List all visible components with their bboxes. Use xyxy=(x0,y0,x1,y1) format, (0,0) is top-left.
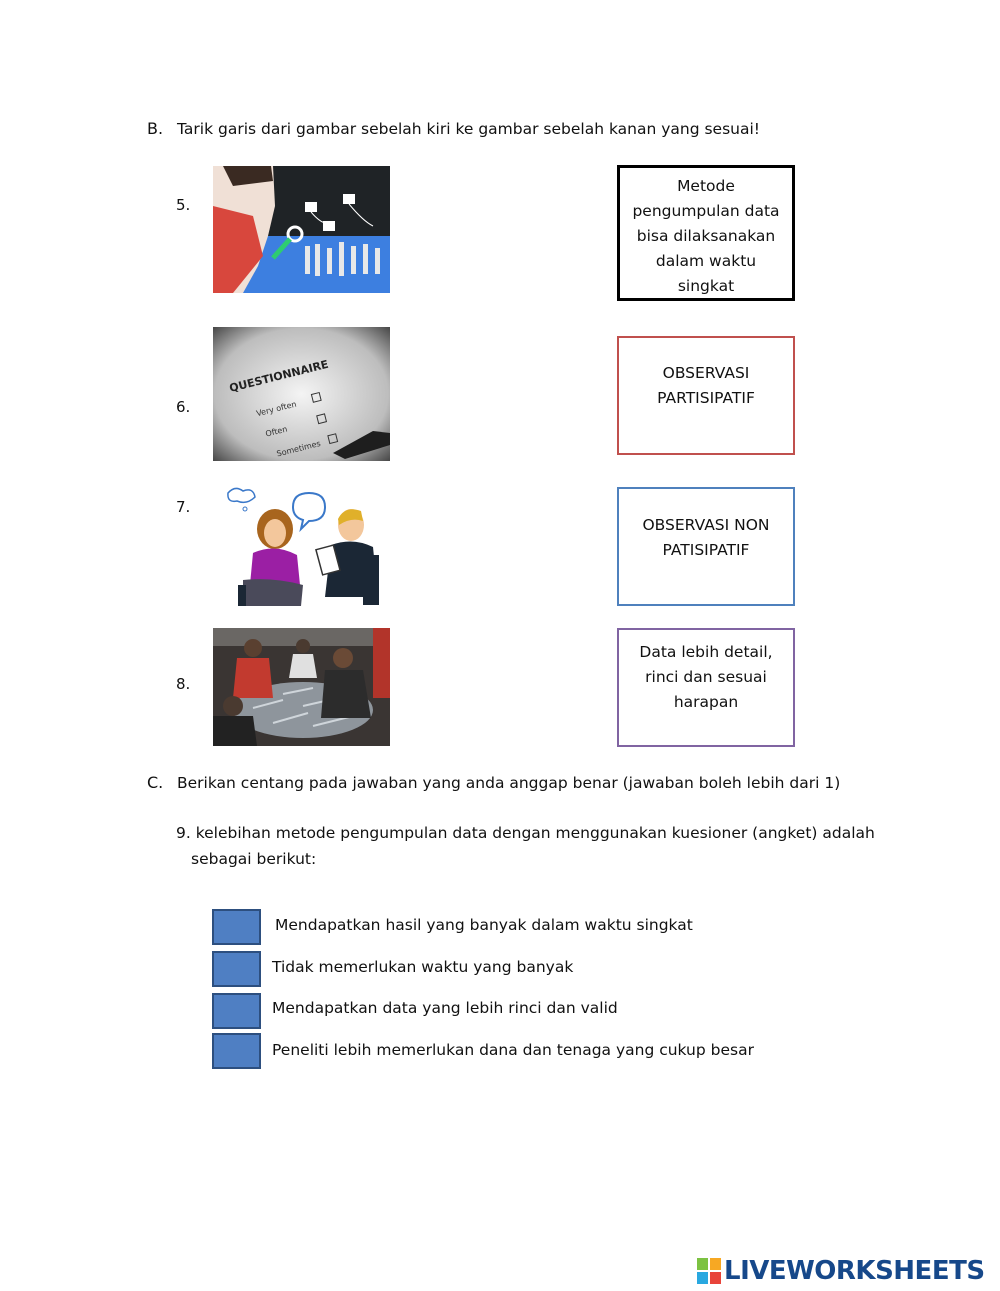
questionnaire-title-text: QUESTIONNAIRE xyxy=(228,357,330,395)
section-c-letter: C. xyxy=(147,773,164,792)
question-9-line-1: 9. kelebihan metode pengumpulan data dengan menggunakan kuesioner (angket) adalah xyxy=(176,824,875,842)
item-number-6: 6. xyxy=(176,398,191,416)
item-number-5: 5. xyxy=(176,196,191,214)
answer-box-line: OBSERVASI xyxy=(662,364,750,382)
questionnaire-option-text: Often xyxy=(264,424,289,439)
question-9-line-2: sebagai berikut: xyxy=(191,850,317,868)
item-number-8: 8. xyxy=(176,675,191,693)
answer-checkbox-4[interactable] xyxy=(212,1033,261,1069)
logo-text: LIVEWORKSHEETS xyxy=(724,1256,985,1286)
questionnaire-image xyxy=(213,327,390,461)
section-b-letter: B. xyxy=(147,119,164,138)
questionnaire-option-text: Sometimes xyxy=(275,438,322,459)
answer-box-line: Metode xyxy=(677,177,735,195)
answer-box-line: harapan xyxy=(673,693,739,711)
answer-box-3[interactable] xyxy=(617,487,795,606)
answer-checkbox-2[interactable] xyxy=(212,951,261,987)
questionnaire-option-text: Very often xyxy=(255,399,298,419)
section-c-instruction: Berikan centang pada jawaban yang anda anggap benar (jawaban boleh lebih dari 1) xyxy=(177,774,841,792)
option-label-3: Mendapatkan data yang lebih rinci dan valid xyxy=(272,999,618,1017)
answer-box-1[interactable] xyxy=(617,165,795,301)
liveworksheets-logo-icon xyxy=(697,1258,721,1284)
option-label-2: Tidak memerlukan waktu yang banyak xyxy=(272,958,574,976)
answer-box-line: bisa dilaksanakan xyxy=(636,227,776,245)
magnifier-people-image xyxy=(213,166,390,293)
answer-box-line: PARTISIPATIF xyxy=(657,389,755,407)
answer-checkbox-3[interactable] xyxy=(212,993,261,1029)
answer-box-line: Data lebih detail, xyxy=(639,643,773,661)
interview-cartoon-image xyxy=(213,485,390,606)
option-label-1: Mendapatkan hasil yang banyak dalam waktu singkat xyxy=(275,916,693,934)
answer-box-line: OBSERVASI NON xyxy=(642,516,770,534)
fish-market-image xyxy=(213,628,390,746)
answer-box-line: PATISIPATIF xyxy=(662,541,750,559)
answer-box-line: singkat xyxy=(677,277,735,295)
answer-box-line: dalam waktu xyxy=(655,252,757,270)
option-label-4: Peneliti lebih memerlukan dana dan tenaga yang cukup besar xyxy=(272,1041,754,1059)
answer-box-line: rinci dan sesuai xyxy=(645,668,767,686)
answer-checkbox-1[interactable] xyxy=(212,909,261,945)
item-number-7: 7. xyxy=(176,498,191,516)
answer-box-4[interactable] xyxy=(617,628,795,747)
answer-box-line: pengumpulan data xyxy=(632,202,780,220)
liveworksheets-logo[interactable] xyxy=(697,1258,985,1284)
section-b-instruction: Tarik garis dari gambar sebelah kiri ke gambar sebelah kanan yang sesuai! xyxy=(177,120,761,138)
answer-box-2[interactable] xyxy=(617,336,795,455)
